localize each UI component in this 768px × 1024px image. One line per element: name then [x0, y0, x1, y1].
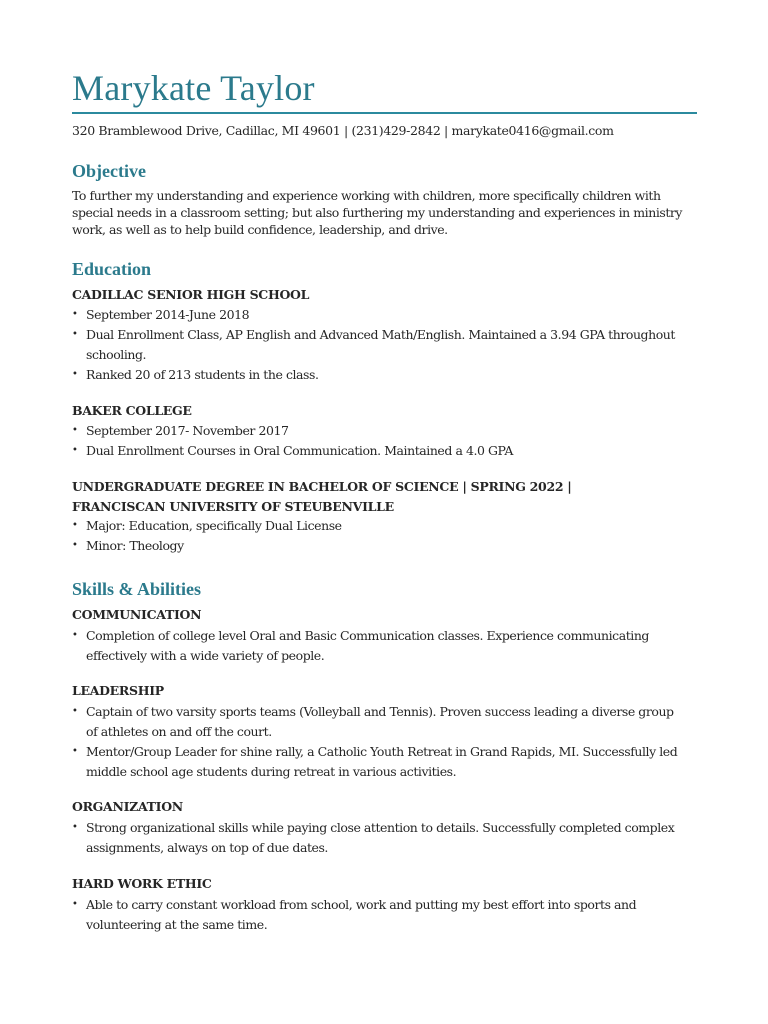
list-item: • Strong organizational skills while paying close attention to details. Successfully completed complex assignments, always on top of due dates. [72, 820, 675, 855]
contact-line: 320 Bramblewood Drive, Cadillac, MI 49601 | (231)429-2842 | marykate0416@gmail.com [72, 123, 614, 138]
skill-heading: HARD WORK ETHIC [72, 876, 212, 891]
bullet-icon: • [72, 899, 78, 910]
objective-text: To further my understanding and experience working with children, more specifically children with special needs in a classroom setting; but also furthering my understanding and experiences in ministry work, as well as to help build confidence, leadership, and drive. [72, 188, 683, 237]
list-item: • Ranked 20 of 213 students in the class. [72, 365, 687, 385]
skill-heading: ORGANIZATION [72, 799, 183, 814]
header-divider [72, 112, 697, 114]
skill-heading: COMMUNICATION [72, 607, 202, 622]
bullet-icon: • [72, 520, 78, 531]
skill-heading: LEADERSHIP [72, 683, 164, 698]
bullet-icon: • [72, 706, 78, 717]
education-title: Education [72, 259, 152, 279]
objective-title: Objective [72, 161, 146, 181]
list-item: • Completion of college level Oral and Basic Communication classes. Experience communicating effectively with a wide variety of people. [72, 628, 649, 663]
bullet-icon: • [72, 309, 78, 320]
list-item: • September 2017- November 2017 [72, 421, 687, 441]
school-name: BAKER COLLEGE [72, 403, 192, 418]
list-item: • Captain of two varsity sports teams (Volleyball and Tennis). Proven success leading a diverse group of athletes on and off the court. [72, 704, 674, 739]
list-item: • Dual Enrollment Class, AP English and Advanced Math/English. Maintained a 3.94 GPA throughout schooling. [72, 327, 675, 362]
bullet-icon: • [72, 540, 78, 551]
list-item: • Major: Education, specifically Dual License [72, 516, 687, 536]
bullet-icon: • [72, 425, 78, 436]
bullet-icon: • [72, 329, 78, 340]
resume-name: Marykate Taylor [72, 68, 315, 108]
bullet-icon: • [72, 746, 78, 757]
school-name: UNDERGRADUATE DEGREE IN BACHELOR OF SCIENCE | SPRING 2022 | FRANCISCAN UNIVERSITY OF STEUBENVILLE [72, 479, 572, 514]
list-item: • Minor: Theology [72, 536, 687, 556]
list-item: • Able to carry constant workload from school, work and putting my best effort into sports and volunteering at the same time. [72, 897, 637, 932]
bullet-icon: • [72, 630, 78, 641]
bullet-icon: • [72, 369, 78, 380]
list-item: • September 2014-June 2018 [72, 305, 687, 325]
list-item: • Dual Enrollment Courses in Oral Communication. Maintained a 4.0 GPA [72, 441, 687, 461]
bullet-icon: • [72, 445, 78, 456]
bullet-icon: • [72, 822, 78, 833]
list-item: • Mentor/Group Leader for shine rally, a Catholic Youth Retreat in Grand Rapids, MI. Successfully led middle school age students during retreat in various activities. [72, 744, 678, 779]
school-name: CADILLAC SENIOR HIGH SCHOOL [72, 287, 310, 302]
skills-title: Skills & Abilities [72, 579, 202, 599]
